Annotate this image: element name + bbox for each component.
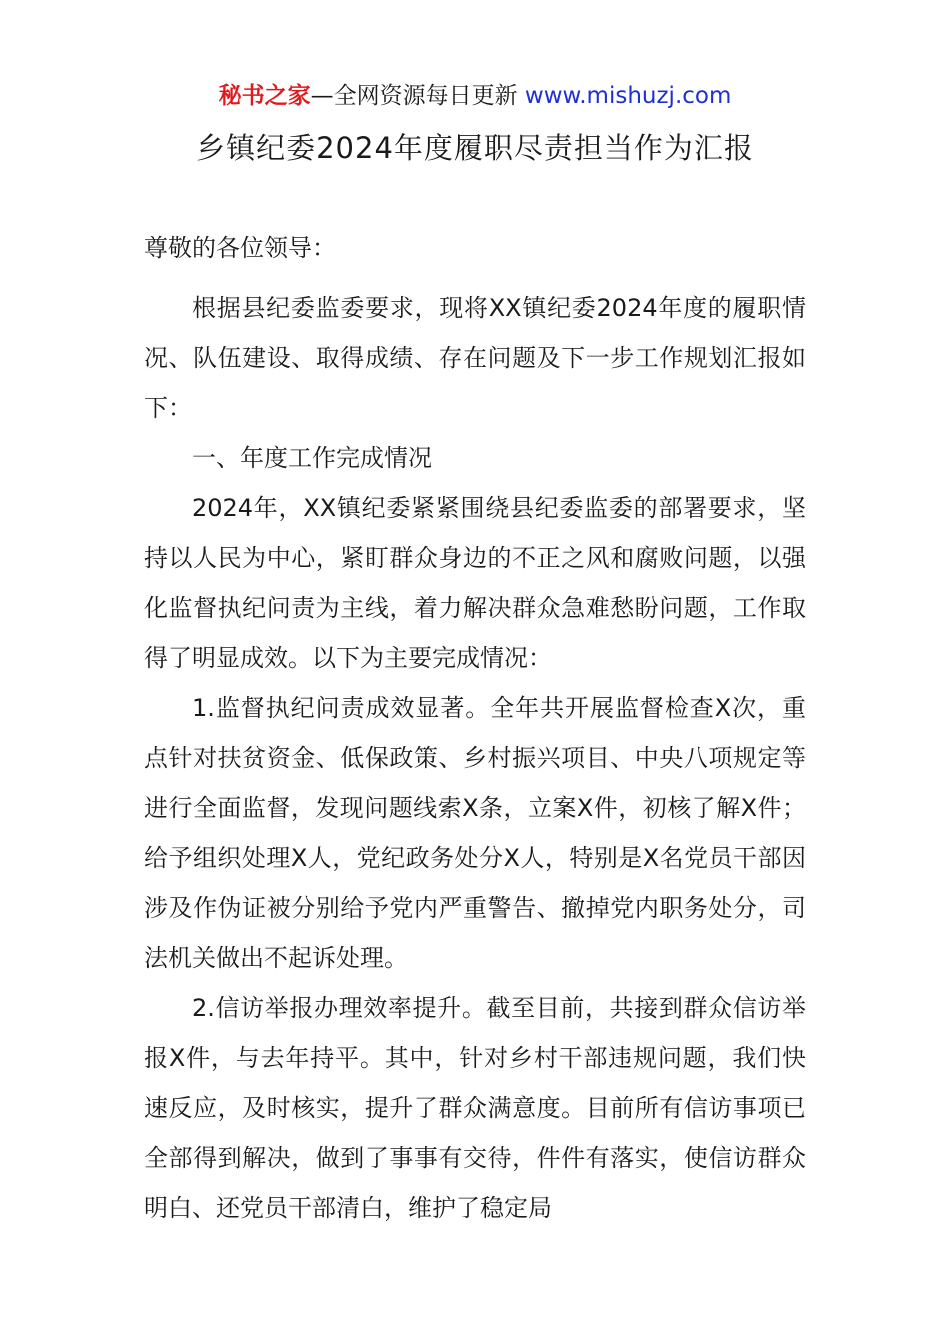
brand-name: 秘书之家 (218, 83, 311, 109)
overview-paragraph: 2024年，XX镇纪委紧紧围绕县纪委监委的部署要求，坚持以人民为中心，紧盯群众身边的不正之风和腐败问题，以强化监督执纪问责为主线，着力解决群众急难愁盼问题，工作取得了明显成效。以下为主要完成情况： (144, 494, 806, 672)
intro-paragraph: 根据县纪委监委要求，现将XX镇纪委2024年度的履职情况、队伍建设、取得成绩、存在问题及下一步工作规划汇报如下： (144, 294, 806, 422)
section-heading: 一、年度工作完成情况 (192, 444, 432, 472)
header-tagline: —全网资源每日更新 (310, 83, 525, 109)
item-2-paragraph: 2.信访举报办理效率提升。截至目前，共接到群众信访举报X件，与去年持平。其中，针对乡村干部违规问题，我们快速反应，及时核实，提升了群众满意度。目前所有信访事项已全部得到解决，做到了事事有交待，件件有落实，使信访群众明白、还党员干部清白，维护了稳定局 (144, 994, 806, 1222)
item-1-paragraph: 1.监督执纪问责成效显著。全年共开展监督检查X次，重点针对扶贫资金、低保政策、乡村振兴项目、中央八项规定等进行全面监督，发现问题线索X条，立案X件，初核了解X件；给予组织处理X人，党纪政务处分X人，特别是X名党员干部因涉及作伪证被分别给予党内严重警告、撤掉党内职务处分，司法机关做出不起诉处理。 (144, 694, 806, 972)
document-title: 乡镇纪委2024年度履职尽责担当作为汇报 (196, 131, 754, 165)
salutation: 尊敬的各位领导： (144, 234, 336, 262)
document-body (144, 223, 806, 1233)
site-header (0, 80, 950, 112)
site-url-link[interactable]: www.mishuzj.com (524, 83, 732, 109)
